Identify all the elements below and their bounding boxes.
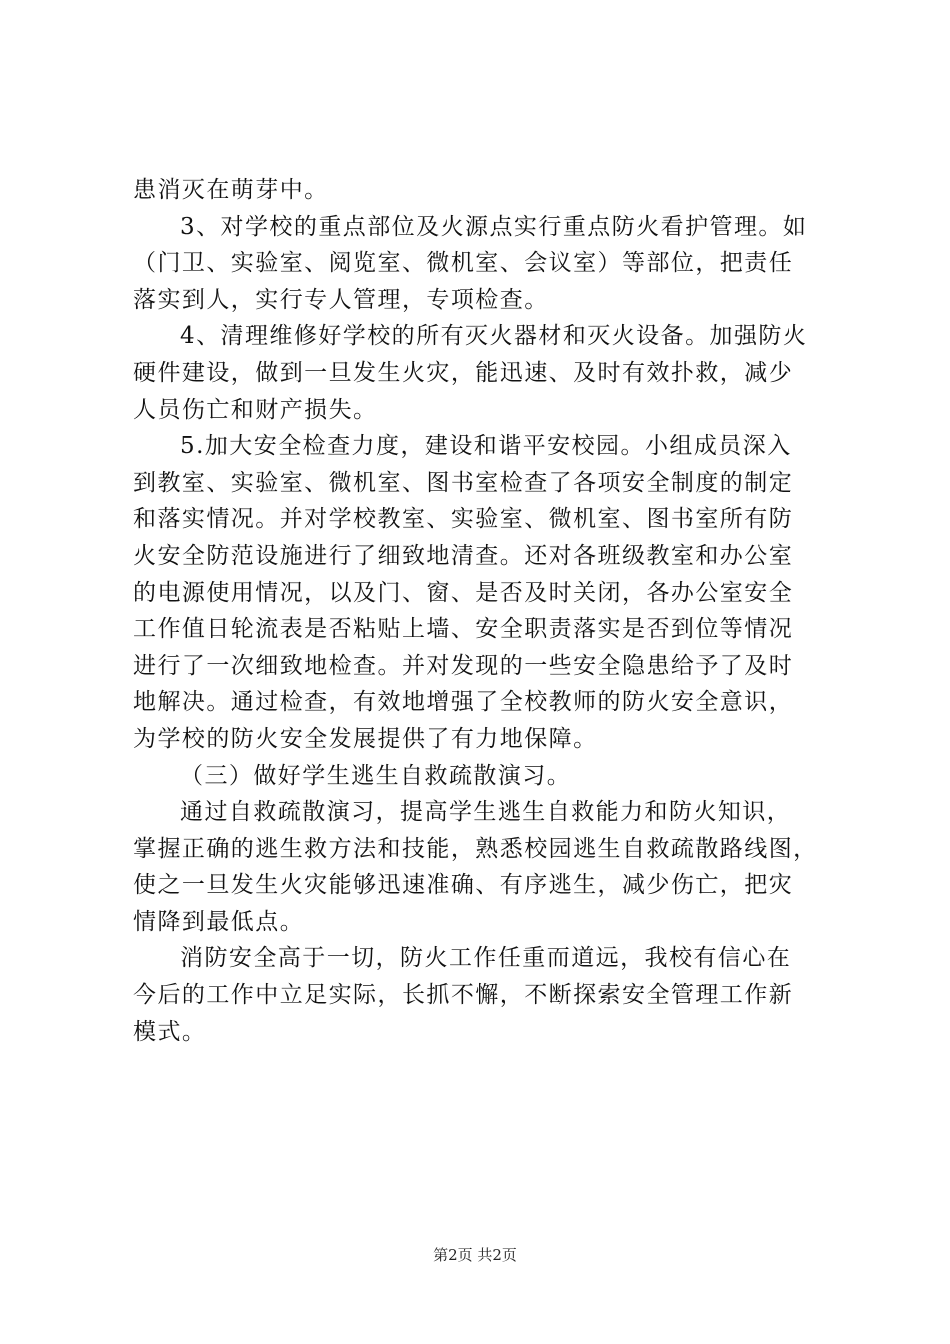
text-line: 掌握正确的逃生救方法和技能，熟悉校园逃生自救疏散路线图， bbox=[133, 835, 818, 862]
text-line: 模式。 bbox=[133, 1018, 207, 1045]
text-line: 使之一旦发生火灾能够迅速准确、有序逃生，减少伤亡，把灾 bbox=[133, 872, 794, 899]
document-body bbox=[133, 172, 833, 1050]
text-line: 患消灭在萌芽中。 bbox=[133, 177, 329, 203]
text-line: 今后的工作中立足实际，长抓不懈，不断探索安全管理工作新 bbox=[133, 982, 794, 1009]
text-line: 情降到最低点。 bbox=[133, 908, 305, 935]
text-line: 通过自救疏散演习，提高学生逃生自救能力和防火知识， bbox=[180, 799, 792, 826]
text-line: 火安全防范设施进行了细致地清查。还对各班级教室和办公室 bbox=[133, 542, 794, 569]
text-line: 到教室、实验室、微机室、图书室检查了各项安全制度的制定 bbox=[133, 469, 794, 496]
text-line: 为学校的防火安全发展提供了有力地保障。 bbox=[133, 725, 598, 752]
text-line: 5.加大安全检查力度，建设和谐平安校园。小组成员深入 bbox=[180, 433, 792, 460]
text-line: 3、对学校的重点部位及火源点实行重点防火看护管理。如 bbox=[180, 213, 808, 240]
section-heading: （三）做好学生逃生自救疏散演习。 bbox=[180, 762, 572, 789]
text-line: 工作值日轮流表是否粘贴上墙、安全职责落实是否到位等情况 bbox=[133, 616, 794, 643]
text-line: 硬件建设，做到一旦发生火灾，能迅速、及时有效扑救，减少 bbox=[133, 359, 794, 386]
text-line: 地解决。通过检查，有效地增强了全校教师的防火安全意识， bbox=[133, 689, 794, 716]
text-line: （门卫、实验室、阅览室、微机室、会议室）等部位，把责任 bbox=[133, 250, 794, 277]
text-line: 落实到人，实行专人管理，专项检查。 bbox=[133, 286, 549, 313]
text-line: 的电源使用情况，以及门、窗、是否及时关闭，各办公室安全 bbox=[133, 579, 794, 606]
text-line: 进行了一次细致地检查。并对发现的一些安全隐患给予了及时 bbox=[133, 652, 794, 679]
page-number-footer: 第2页 共2页 bbox=[433, 1246, 517, 1264]
text-line: 4、清理维修好学校的所有灭火器材和灭火设备。加强防火 bbox=[180, 323, 808, 350]
text-line: 和落实情况。并对学校教室、实验室、微机室、图书室所有防 bbox=[133, 506, 794, 533]
text-line: 人员伤亡和财产损失。 bbox=[133, 396, 378, 423]
text-line: 消防安全高于一切，防火工作任重而道远，我校有信心在 bbox=[180, 945, 792, 972]
